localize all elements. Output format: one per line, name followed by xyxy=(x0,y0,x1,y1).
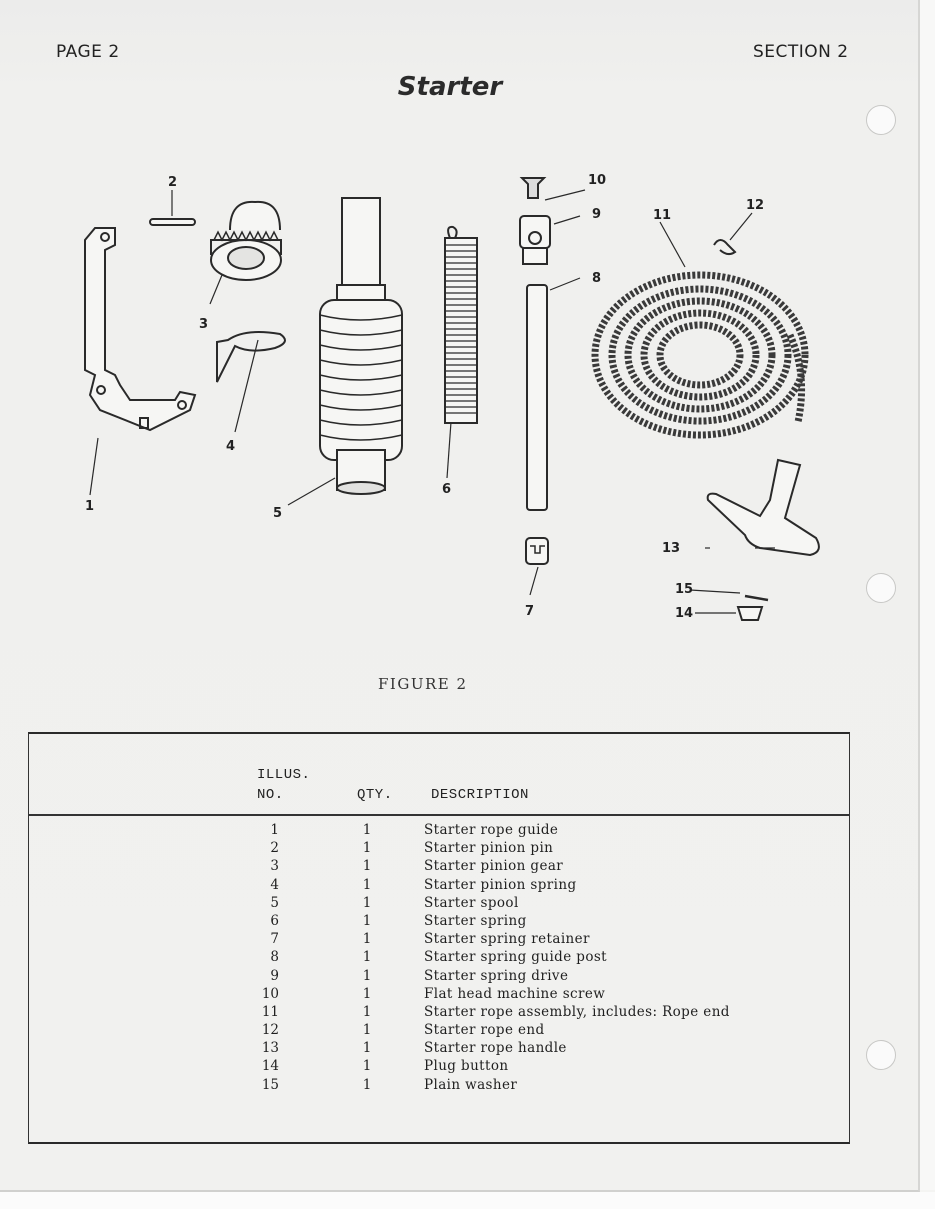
parts-table-header xyxy=(29,734,849,816)
parts-table-body xyxy=(29,822,849,1095)
callout-13: 13 xyxy=(662,541,681,556)
callout-11: 11 xyxy=(653,208,672,223)
plain-washer-icon xyxy=(745,596,768,600)
callout-3: 3 xyxy=(199,317,209,332)
table-row: 12 1 Starter rope end xyxy=(261,1022,545,1039)
rope-guide-bracket-icon xyxy=(85,228,195,430)
callout-8: 8 xyxy=(592,271,602,286)
table-row: 9 1 Starter spring drive xyxy=(270,967,569,984)
rope-handle-icon xyxy=(708,460,819,555)
callout-6: 6 xyxy=(442,482,452,497)
plug-button-icon xyxy=(738,607,762,620)
col-description: DESCRIPTION xyxy=(431,787,529,803)
callout-5: 5 xyxy=(273,506,283,521)
table-row: 8 1 Starter spring guide post xyxy=(270,949,608,966)
rope-coil-icon xyxy=(595,275,805,435)
pinion-gear-icon xyxy=(211,202,281,280)
punch-hole-bottom xyxy=(866,1040,896,1070)
exploded-parts-diagram xyxy=(60,160,880,630)
table-row: 4 1 Starter pinion spring xyxy=(270,876,577,893)
callout-10: 10 xyxy=(588,173,607,188)
scan-bottom-margin xyxy=(0,1192,935,1209)
table-row: 1 1 Starter rope guide xyxy=(270,822,559,838)
callout-12: 12 xyxy=(746,198,765,213)
callout-1: 1 xyxy=(85,499,95,514)
page-title: Starter xyxy=(397,72,503,102)
callout-4: 4 xyxy=(226,439,236,454)
page-number: PAGE 2 xyxy=(56,42,120,62)
table-row: 2 1 Starter pinion pin xyxy=(270,840,554,857)
section-number: SECTION 2 xyxy=(753,42,849,62)
machine-screw-icon xyxy=(522,178,544,198)
table-row: 10 1 Flat head machine screw xyxy=(261,985,606,1002)
starter-spring-icon xyxy=(445,227,477,423)
callout-15: 15 xyxy=(675,582,694,597)
rope-end-icon xyxy=(714,240,735,254)
spring-drive-icon xyxy=(520,216,550,264)
table-row: 7 1 Starter spring retainer xyxy=(270,931,590,948)
parts-table xyxy=(28,732,850,1144)
starter-spool-icon xyxy=(320,198,402,494)
col-illus-no-line2: NO. xyxy=(257,787,284,803)
guide-post-icon xyxy=(527,285,547,510)
page-edge xyxy=(920,0,935,1190)
table-row: 3 1 Starter pinion gear xyxy=(270,858,564,875)
figure-caption: FIGURE 2 xyxy=(378,675,468,693)
callout-9: 9 xyxy=(592,207,602,222)
spring-retainer-icon xyxy=(526,538,548,564)
punch-hole-top xyxy=(866,105,896,135)
table-row: 14 1 Plug button xyxy=(261,1058,509,1075)
col-qty: QTY. xyxy=(357,787,393,803)
callout-2: 2 xyxy=(168,175,178,190)
pinion-spring-icon xyxy=(217,332,285,382)
pinion-pin-icon xyxy=(150,219,195,225)
table-row: 13 1 Starter rope handle xyxy=(261,1040,567,1057)
callout-7: 7 xyxy=(525,604,535,619)
table-row: 5 1 Starter spool xyxy=(270,894,519,911)
table-row: 6 1 Starter spring xyxy=(270,912,527,929)
table-row: 15 1 Plain washer xyxy=(261,1076,518,1093)
table-row: 11 1 Starter rope assembly, includes: Rope end xyxy=(261,1003,730,1020)
callout-14: 14 xyxy=(675,606,694,621)
col-illus-no-line1: ILLUS. xyxy=(257,767,311,783)
